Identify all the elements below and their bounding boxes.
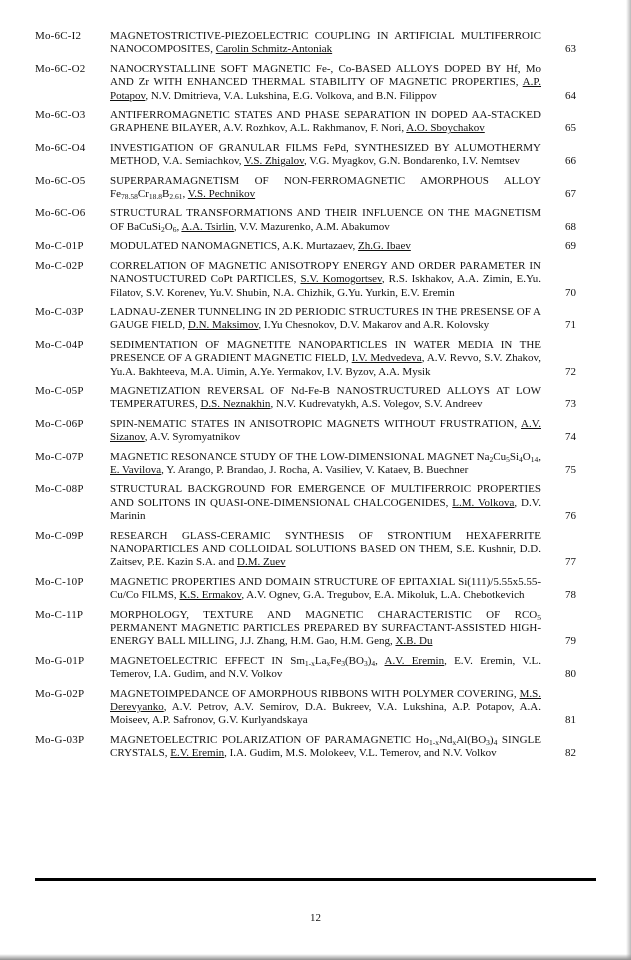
- entry-text-segment: O: [522, 450, 531, 463]
- entry-code: Mo-C-11P: [35, 608, 84, 621]
- entry-code: Mo-6C-I2: [35, 30, 82, 42]
- entry-text-segment: , Y. Arango, P. Brandao, J. Rocha, A. Vasiliev, V. Kataev, B. Buechner: [161, 463, 469, 476]
- subscript: x: [452, 737, 457, 747]
- subscript: 5: [506, 454, 510, 464]
- subscript: 2: [161, 224, 165, 234]
- entry-text-segment: CORRELATION OF MAGNETIC ANISOTROPY ENERGY AND ORDER PARAMETER IN NANOSTUCTURED CoPt PARTICLES,: [110, 259, 541, 286]
- toc-entry: [35, 175, 576, 202]
- entry-text-segment: MAGNETOELECTRIC POLARIZATION OF PARAMAGNETIC Ho: [110, 733, 429, 746]
- entry-page-number: 74: [565, 431, 576, 444]
- entry-code: Mo-6C-O6: [35, 207, 86, 220]
- toc-entry: [35, 734, 576, 761]
- entry-title-authors: [110, 530, 541, 570]
- entry-code: Mo-G-01P: [35, 654, 85, 667]
- toc-entry: [35, 451, 576, 478]
- entry-title-authors: [110, 483, 541, 523]
- underlined-author: S.V. Komogortsev: [300, 273, 382, 286]
- subscript: 1-x: [304, 658, 315, 668]
- entry-text-segment: , I.Yu Chesnokov, D.V. Makarov and A.R. Kolovsky: [258, 319, 490, 332]
- entry-page-number: 78: [565, 589, 576, 602]
- entry-page-number: 73: [565, 398, 576, 411]
- entry-page-number: 70: [565, 286, 576, 299]
- entry-title-authors: [110, 142, 541, 169]
- toc-entry: [35, 576, 576, 603]
- toc-entry: [35, 63, 576, 103]
- entry-text-segment: MAGNETOIMPEDANCE OF AMORPHOUS RIBBONS WITH POLYMER COVERING,: [110, 687, 520, 700]
- entry-title-authors: [110, 207, 541, 234]
- entry-code: Mo-6C-O4: [35, 141, 86, 154]
- entry-code: Mo-C-03P: [35, 305, 84, 318]
- toc-entry: [35, 109, 576, 136]
- subscript: 14: [530, 454, 539, 464]
- toc-entry: [35, 260, 576, 300]
- entry-title-authors: [110, 576, 541, 603]
- entry-text-segment: MODULATED NANOMAGNETICS, A.K. Murtazaev,: [110, 240, 358, 253]
- entry-code: Mo-C-05P: [35, 384, 84, 397]
- entry-code: Mo-C-06P: [35, 417, 84, 430]
- entry-code: Mo-C-04P: [35, 338, 84, 351]
- entry-text-segment: MAGNETIZATION REVERSAL OF Nd-Fe-B NANOSTRUCTURED ALLOYS AT LOW TEMPERATURES,: [110, 384, 541, 411]
- toc-entry: [35, 688, 576, 728]
- toc-entry: [35, 30, 576, 57]
- underlined-author: Zh.G. Ibaev: [357, 240, 411, 253]
- entry-code: Mo-C-09P: [35, 529, 84, 542]
- entry-page-number: 82: [565, 747, 576, 760]
- subscript: 2: [489, 454, 494, 464]
- entry-text-segment: (BO: [344, 654, 364, 667]
- entry-title-authors: [110, 655, 541, 682]
- subscript: 3: [341, 658, 345, 668]
- entry-page-number: 71: [565, 319, 576, 332]
- entry-text-segment: ANTIFERROMAGNETIC STATES AND PHASE SEPARATION IN DOPED AA-STACKED GRAPHENE BILAYER, A.V. Rozhkov, A.L. Rakhmanov, F. Nori,: [110, 109, 541, 135]
- entry-text-segment: LADNAU-ZENER TUNNELING IN 2D PERIODIC STRUCTURES IN THE PRESENSE OF A GAUGE FIELD,: [110, 305, 541, 332]
- entry-page-number: 66: [565, 155, 576, 168]
- subscript: 4: [493, 737, 498, 747]
- scan-edge-bottom: [0, 954, 631, 960]
- toc-entry: [35, 609, 576, 649]
- entry-text-segment: Nd: [438, 733, 453, 746]
- entry-code: Mo-6C-O3: [35, 109, 86, 122]
- entry-page-number: 76: [565, 510, 576, 523]
- entry-text-segment: NANOCRYSTALLINE SOFT MAGNETIC Fe-, Co-BASED ALLOYS DOPED BY Hf, Mo AND Zr WITH ENHANCED THERMAL STABILITY OF MAGNETIC PROPERTIES,: [110, 62, 541, 89]
- entry-text-segment: , I.A. Gudim, M.S. Molokeev, V.L. Temerov, and N.V. Volkov: [224, 747, 497, 760]
- entry-title-authors: [110, 175, 541, 202]
- toc-list: [35, 30, 576, 767]
- entry-title-authors: [110, 306, 541, 333]
- entry-text-segment: , A.V. Revvo, S.V. Zhakov, Yu.A. Bakhteeva, M.A. Uimin, A.Ye. Yermakov, I.V. Byzov, A.A. Mysik: [110, 352, 542, 378]
- underlined-author: L.M. Volkova: [452, 496, 515, 509]
- entry-code: Mo-C-10P: [35, 575, 84, 588]
- entry-text-segment: , A.V. Petrov, A.V. Semirov, D.A. Bukreev, V.A. Lukshina, A.P. Potapov, A.A. Moiseev, A.P. Safronov, G.V. Kurlyandskaya: [110, 701, 541, 727]
- toc-entry: [35, 418, 576, 445]
- scan-edge-right: [626, 0, 631, 960]
- toc-entry: [35, 306, 576, 333]
- underlined-author: X.B. Du: [395, 635, 433, 648]
- entry-text-segment: ,: [375, 654, 385, 667]
- entry-title-authors: [110, 451, 541, 478]
- entry-text-segment: ,: [538, 450, 541, 463]
- underlined-author: V.S. Pechnikov: [187, 188, 256, 201]
- entry-text-segment: , V.V. Mazurenko, A.M. Abakumov: [233, 220, 390, 233]
- entry-code: Mo-6C-O2: [35, 62, 86, 75]
- underlined-author: A.V. Eremin: [384, 654, 445, 667]
- entry-page-number: 77: [565, 556, 576, 569]
- toc-entry: [35, 483, 576, 523]
- entry-title-authors: [110, 63, 541, 103]
- underlined-author: M.S. Derevyanko: [110, 687, 541, 714]
- underlined-author: A.O. Sboychakov: [406, 122, 485, 135]
- entry-text-segment: SEDIMENTATION OF MAGNETITE NANOPARTICLES IN WATER MEDIA IN THE PRESENCE OF A GRADIENT MAGNETIC FIELD,: [110, 338, 541, 365]
- underlined-author: Carolin Schmitz-Antoniak: [215, 43, 333, 56]
- entry-title-authors: [110, 609, 541, 649]
- entry-text-segment: , R.S. Iskhakov, A.A. Zimin, E.Yu. Filatov, S.V. Korenev, Yu.V. Shubin, N.A. Chizhik, G.Yu. Yurkin, E.V. Eremin: [110, 273, 541, 299]
- entry-page-number: 81: [565, 714, 576, 727]
- entry-page-number: 80: [565, 668, 576, 681]
- entry-page-number: 64: [565, 89, 576, 102]
- entry-text-segment: MAGNETOELECTRIC EFFECT IN Sm: [110, 654, 305, 667]
- entry-text-segment: ): [489, 733, 494, 746]
- entry-text-segment: STRUCTURAL TRANSFORMATIONS AND THEIR INFLUENCE ON THE MAGNETISM OF BaCuSi: [110, 207, 541, 233]
- subscript: 2.61: [169, 192, 183, 202]
- entry-page-number: 75: [565, 463, 576, 476]
- entry-title-authors: [110, 30, 541, 57]
- underlined-author: V.S. Zhigalov: [244, 155, 304, 168]
- entry-code: Mo-C-01P: [35, 240, 84, 253]
- toc-entry: [35, 240, 576, 253]
- subscript: 5: [537, 612, 541, 622]
- entry-text-segment: B: [162, 188, 170, 201]
- subscript: x: [326, 658, 331, 668]
- toc-entry: [35, 339, 576, 379]
- entry-title-authors: [110, 418, 541, 445]
- subscript: 4: [371, 658, 376, 668]
- entry-text-segment: O: [164, 220, 173, 233]
- underlined-author: A.V. Sizanov: [110, 417, 541, 444]
- entry-code: Mo-C-07P: [35, 450, 84, 463]
- subscript: 4: [519, 454, 523, 464]
- entry-text-segment: , A.V. Ognev, G.A. Tregubov, E.A. Mikoluk, L.A. Chebotkevich: [241, 589, 525, 602]
- page-number: 12: [310, 912, 321, 924]
- toc-entry: [35, 207, 576, 234]
- entry-text-segment: STRUCTURAL BACKGROUND FOR EMERGENCE OF MULTIFERROIC PROPERTIES AND SOLITONS IN QUASI-ONE-DIMENSIONAL CHALCOGENIDES,: [110, 483, 541, 509]
- entry-code: Mo-C-02P: [35, 259, 84, 272]
- entry-text-segment: , A.V. Syromyatnikov: [144, 431, 241, 444]
- entry-text-segment: , E.V. Eremin, V.L. Temerov, I.A. Gudim, and N.V. Volkov: [110, 654, 541, 681]
- entry-text-segment: Cu: [493, 450, 507, 463]
- toc-entry: [35, 385, 576, 412]
- underlined-author: D.M. Zuev: [237, 556, 286, 569]
- entry-text-segment: , V.G. Myagkov, G.N. Bondarenko, I.V. Nemtsev: [303, 155, 520, 168]
- subscript: 3: [363, 658, 368, 668]
- entry-text-segment: ,: [176, 220, 182, 233]
- entry-text-segment: SINGLE CRYSTALS,: [110, 733, 541, 760]
- entry-title-authors: [110, 734, 541, 761]
- entry-text-segment: , D.V. Marinin: [110, 496, 542, 523]
- entry-text-segment: , N.V. Kudrevatykh, A.S. Volegov, S.V. Andreev: [270, 398, 483, 411]
- entry-page-number: 68: [565, 220, 576, 233]
- underlined-author: A.A. Tsirlin: [181, 220, 234, 233]
- entry-text-segment: Cr: [137, 188, 149, 201]
- footer-rule: [35, 878, 596, 881]
- subscript: 1-x: [428, 737, 439, 747]
- entry-page-number: 63: [565, 43, 576, 56]
- underlined-author: E.V. Eremin: [170, 747, 225, 760]
- entry-page-number: 65: [565, 122, 576, 135]
- entry-code: Mo-C-08P: [35, 483, 84, 496]
- entry-title-authors: [110, 339, 541, 379]
- entry-text-segment: ,: [182, 188, 188, 201]
- entry-text-segment: ): [367, 654, 372, 667]
- entry-code: Mo-G-02P: [35, 687, 85, 700]
- toc-entry: [35, 142, 576, 169]
- page-footer: [0, 912, 631, 924]
- entry-page-number: 79: [565, 635, 576, 648]
- subscript: 3: [486, 737, 490, 747]
- entry-text-segment: MAGNETIC RESONANCE STUDY OF THE LOW-DIMENSIONAL MAGNET Na: [110, 450, 490, 463]
- underlined-author: E. Vavilova: [110, 463, 162, 476]
- entry-title-authors: [110, 260, 541, 300]
- entry-text-segment: SUPERPARAMAGNETISM OF NON-FERROMAGNETIC AMORPHOUS ALLOY Fe: [110, 174, 541, 201]
- entry-page-number: 69: [565, 240, 576, 253]
- entry-title-authors: [110, 240, 541, 253]
- entry-title-authors: [110, 688, 541, 728]
- entry-text-segment: Al(BO: [456, 733, 487, 746]
- entry-text-segment: RESEARCH GLASS-CERAMIC SYNTHESIS OF STRONTIUM HEXAFERRITE NANOPARTICLES AND COLLOIDAL SOLUTIONS BASED ON THEM, S.E. Kushnir, D.D. Zaitsev, P.E. Kazin S.A. and: [110, 529, 541, 569]
- underlined-author: I.V. Medvedeva: [351, 352, 422, 365]
- underlined-author: A.P. Potapov: [110, 76, 541, 102]
- toc-entry: [35, 655, 576, 682]
- toc-entry: [35, 530, 576, 570]
- entry-text-segment: MAGNETIC PROPERTIES AND DOMAIN STRUCTURE OF EPITAXIAL Si(111)/5.55x5.55-Cu/Co FILMS,: [110, 575, 541, 602]
- entry-text-segment: La: [314, 654, 327, 667]
- underlined-author: D.N. Maksimov: [187, 319, 259, 332]
- entry-title-authors: [110, 109, 541, 136]
- subscript: 6: [172, 224, 177, 234]
- entry-page-number: 72: [565, 365, 576, 378]
- entry-text-segment: Si: [509, 450, 520, 463]
- entry-title-authors: [110, 385, 541, 412]
- entry-code: Mo-6C-O5: [35, 174, 86, 187]
- entry-text-segment: MORPHOLOGY, TEXTURE AND MAGNETIC CHARACTERISTIC OF RCO: [110, 608, 538, 621]
- entry-text-segment: INVESTIGATION OF GRANULAR FILMS FePd, SYNTHESIZED BY ALUMOTHERMY METHOD, V.A. Semiachkov,: [110, 141, 541, 168]
- subscript: 18.8: [148, 192, 162, 202]
- underlined-author: D.S. Neznakhin: [200, 398, 271, 411]
- entry-code: Mo-G-03P: [35, 733, 85, 746]
- entry-page-number: 67: [565, 188, 576, 201]
- entry-text-segment: PERMANENT MAGNETIC PARTICLES PREPARED BY SURFACTANT-ASSISTED HIGH-ENERGY BALL MILLING, J.J. Zhang, H.M. Gao, H.M. Geng,: [110, 622, 541, 648]
- entry-text-segment: MAGNETOSTRICTIVE-PIEZOELECTRIC COUPLING IN ARTIFICIAL MULTIFERROIC NANOCOMPOSITES,: [110, 30, 541, 56]
- entry-text-segment: Fe: [330, 654, 342, 667]
- entry-text-segment: SPIN-NEMATIC STATES IN ANISOTROPIC MAGNETS WITHOUT FRUSTRATION,: [110, 417, 522, 430]
- subscript: 78.58: [121, 192, 138, 202]
- entry-text-segment: , N.V. Dmitrieva, V.A. Lukshina, E.G. Volkova, and B.N. Filippov: [145, 89, 437, 102]
- underlined-author: K.S. Ermakov: [179, 589, 242, 602]
